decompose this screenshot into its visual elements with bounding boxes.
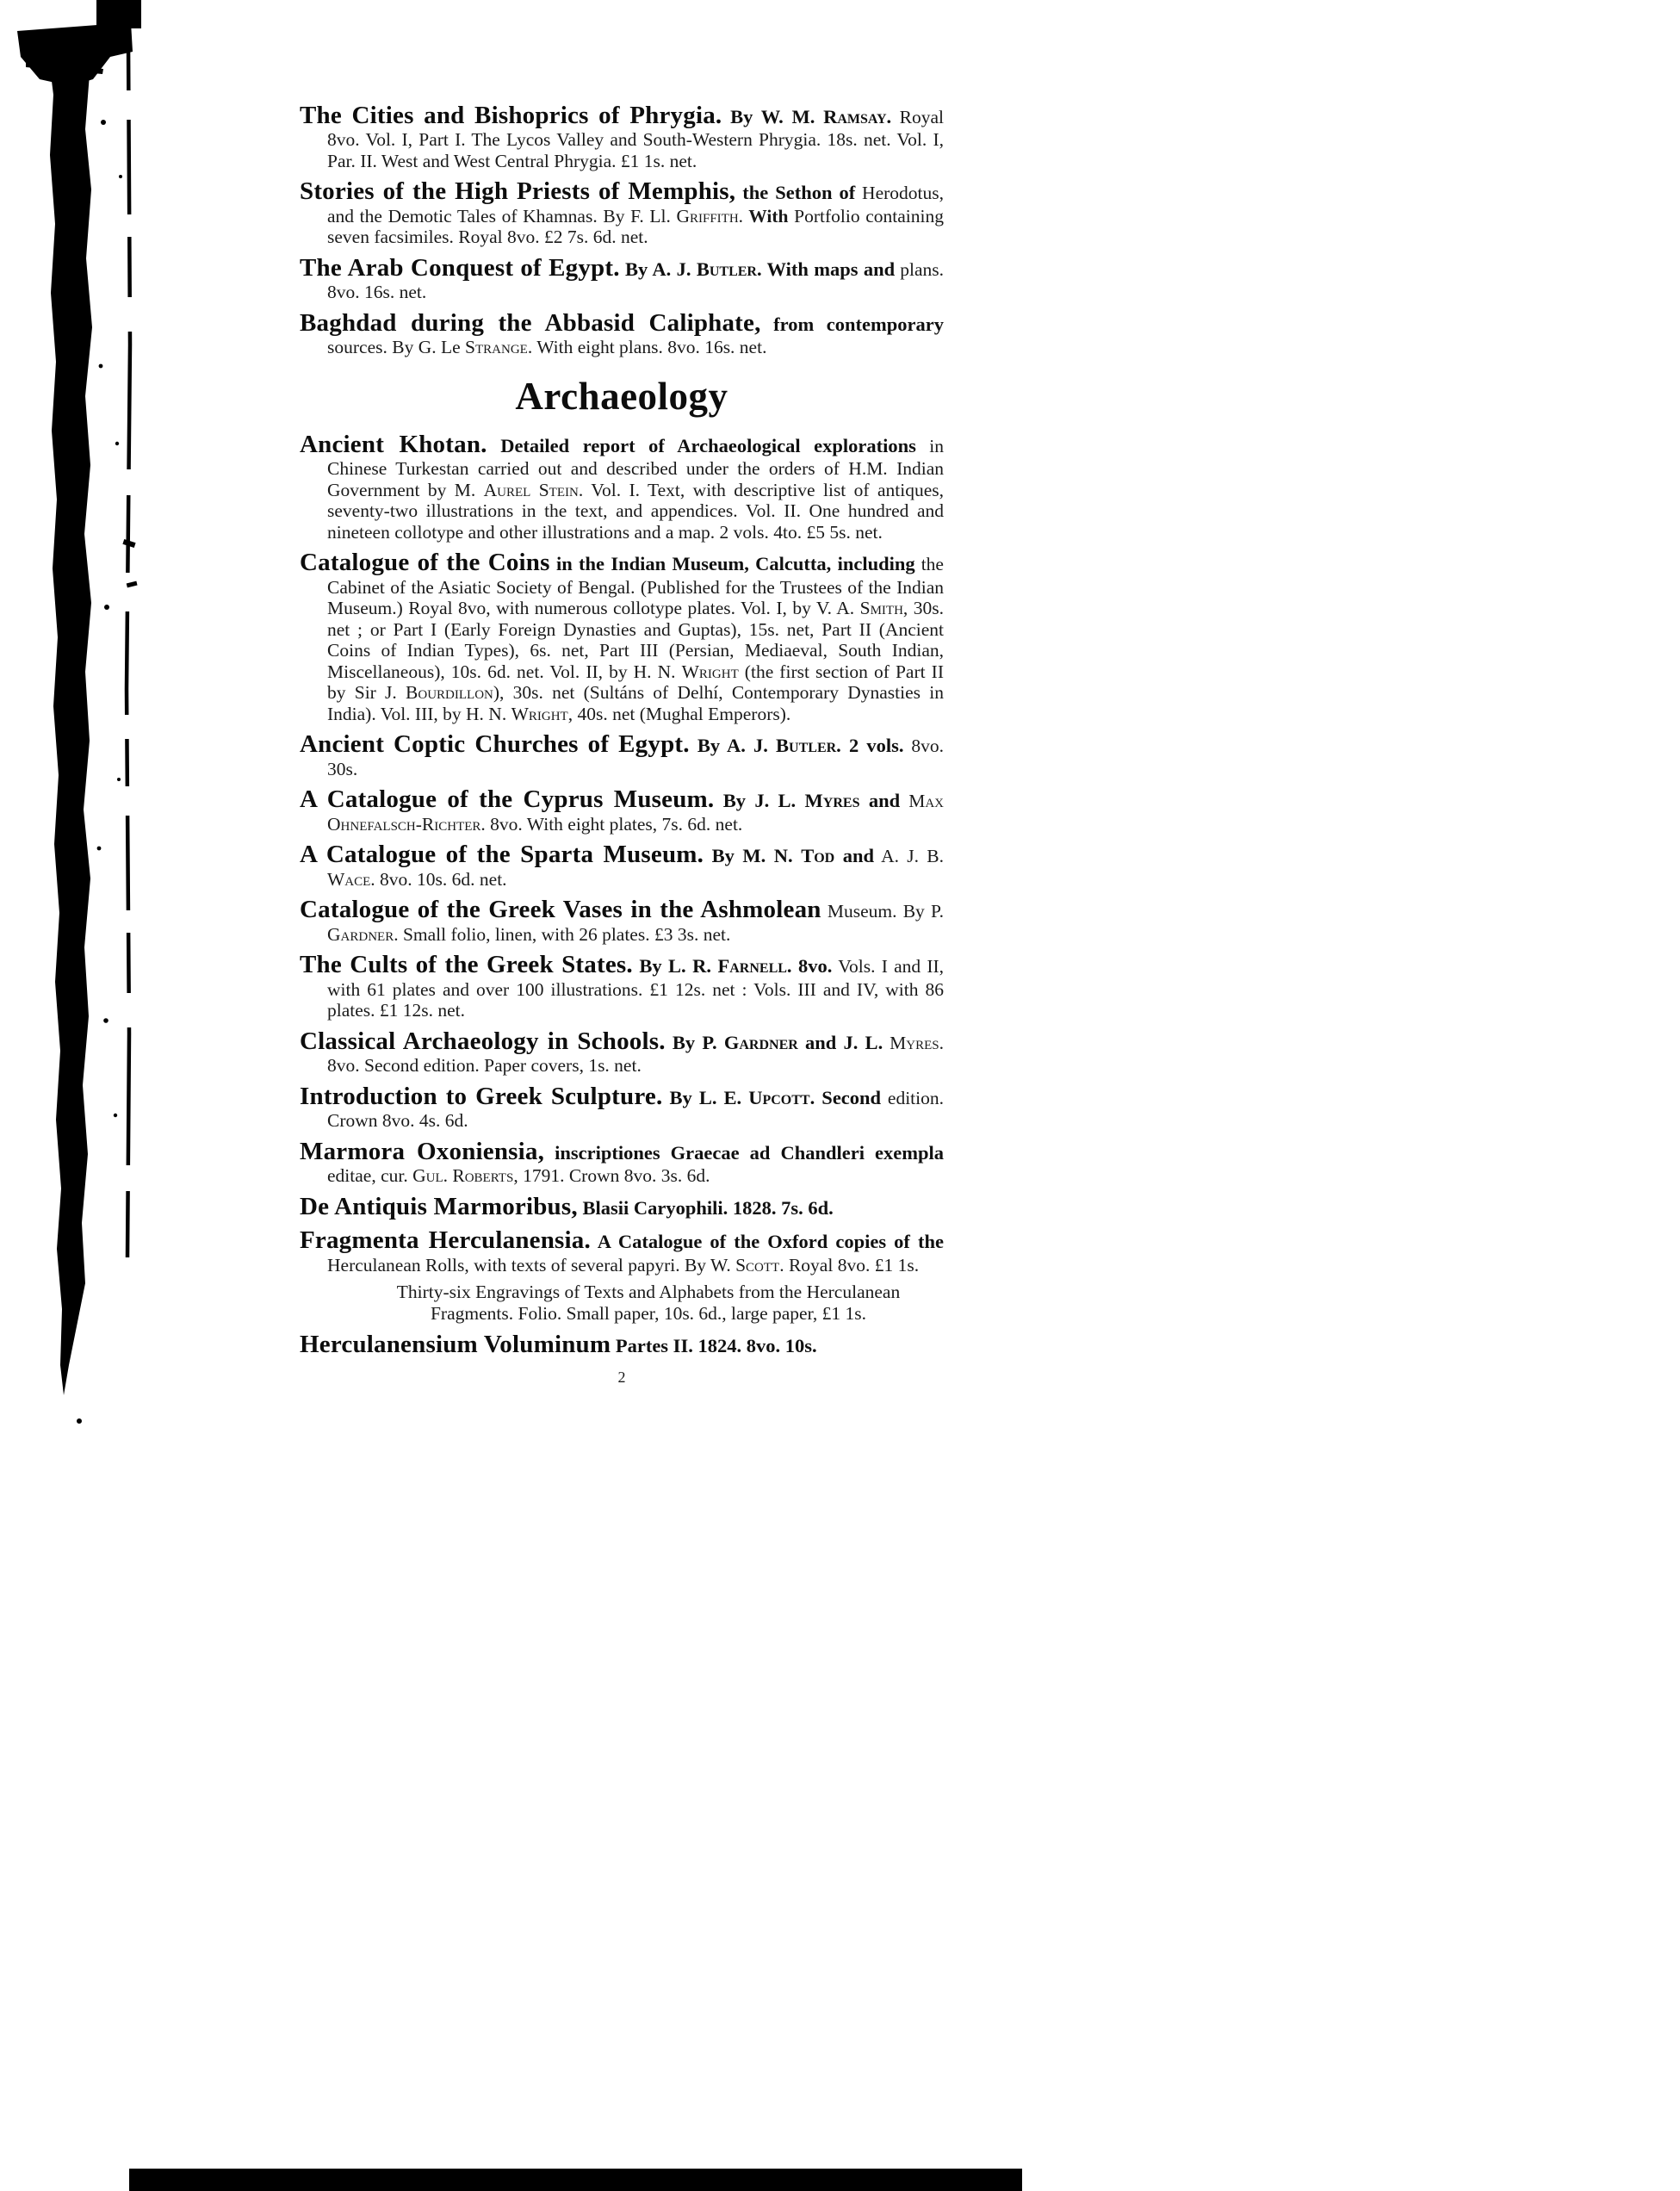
text-run: Vol. I. Text, with descriptive list of antiques, seventy-two illustrations in the text, and appendices. Vol. II. One hundred and nineteen collotype and other illustrations and a map. 2 vols. 4to. £5 5s. net. xyxy=(327,479,944,543)
text-run: Fragmenta Herculanensia. xyxy=(300,1226,591,1255)
text-run: 8vo. Second edition. Paper covers, 1s. net. xyxy=(327,1055,642,1077)
text-run: 8vo. xyxy=(791,955,833,978)
text-run: Butler. xyxy=(776,735,841,757)
text-run: Farnell. xyxy=(717,955,792,978)
catalogue-entry xyxy=(300,177,944,247)
text-run: The Arab Conquest of Egypt. xyxy=(300,253,620,282)
catalogue-entry xyxy=(300,549,944,724)
text-run: By M. N. xyxy=(704,845,802,867)
catalogue-entry xyxy=(300,1193,944,1220)
text-run: Max Ohnefalsch-Richter. xyxy=(327,791,944,835)
text-run: (the first section of Part II by Sir J. xyxy=(327,661,944,704)
text-run: With eight plans. 8vo. 16s. net. xyxy=(532,337,767,358)
text-run: Gardner. xyxy=(327,923,399,945)
text-run: With xyxy=(743,205,789,227)
catalogue-entries-top xyxy=(300,102,944,358)
text-run: Catalogue of the Greek Vases in the Ashmolean xyxy=(300,896,821,924)
text-run: De Antiquis Marmoribus, xyxy=(300,1192,578,1220)
text-run: Classical Archaeology in Schools. xyxy=(300,1027,666,1055)
text-run: Wace. xyxy=(327,868,375,890)
text-run: Herculanensium Voluminum xyxy=(300,1331,611,1358)
text-run: ), 30s. net (Sultáns of Delhí, Contemporary Dynasties in India). Vol. III, by H. N. xyxy=(327,682,944,724)
page-number: 2 xyxy=(617,1369,626,1387)
text-run: Ramsay. xyxy=(823,106,892,127)
catalogue-entry xyxy=(300,102,944,171)
text-run: By A. J. xyxy=(619,258,697,280)
text-run: Tod xyxy=(801,845,835,867)
text-run: Myres xyxy=(804,790,860,812)
catalogue-entry xyxy=(300,1083,944,1132)
text-run: from contemporary xyxy=(760,313,945,335)
text-run: The Cults of the Greek States. xyxy=(300,951,633,979)
text-run: inscriptiones Graecae ad Chandleri exempla xyxy=(544,1141,944,1164)
text-run: Ancient Coptic Churches of Egypt. xyxy=(300,730,690,759)
text-run: Smith, xyxy=(859,598,908,619)
text-run: 1791. Crown 8vo. 3s. 6d. xyxy=(518,1165,710,1187)
text-run: Herodotus, and the Demotic Tales of Khamnas. By F. Ll. xyxy=(327,183,944,227)
text-run: in Chinese Turkestan carried out and described under the orders of H.M. Indian Government by M. xyxy=(327,435,944,500)
text-run: Blasii Caryophili. 1828. 7s. 6d. xyxy=(577,1196,834,1219)
text-run: in the Indian Museum, Calcutta, including xyxy=(549,553,915,575)
text-run: Thirty-six Engravings of Texts and Alphabets from the Herculanean Fragments. Folio. Small paper, 10s. 6d., large paper, £1 1s. xyxy=(396,1282,901,1324)
text-run: Wright xyxy=(681,661,739,682)
text-run: A Catalogue of the Sparta Museum. xyxy=(300,841,704,869)
text-run: Second xyxy=(815,1086,882,1108)
text-run: Aurel Stein. xyxy=(483,479,584,500)
text-run: Bourdillon xyxy=(406,682,493,704)
text-run: 40s. net (Mughal Emperors). xyxy=(573,703,791,724)
catalogue-entry xyxy=(300,951,944,1021)
text-run: 8vo. 10s. 6d. net. xyxy=(375,868,507,890)
text-run: Strange. xyxy=(465,337,533,358)
text-run: Museum. By P. xyxy=(821,901,944,922)
catalogue-entry xyxy=(300,431,944,543)
text-run: 2 vols. xyxy=(840,735,904,757)
text-run: 30s. net ; or Part I (Early Foreign Dynasties and Guptas), 15s. net, Part II (Ancient Coins of Indian Types), 6s. net, Part III (Persian, Mediaeval, South Indian, Miscellaneous), 10s. 6d. net. Vol. II, by H. N. xyxy=(327,598,944,682)
text-run: The Cities and Bishoprics of Phrygia. xyxy=(300,102,722,129)
text-run: Herculanean Rolls, with texts of several papyri. By W. xyxy=(327,1254,736,1275)
text-run: 8vo. With eight plates, 7s. 6d. net. xyxy=(485,813,743,835)
catalogue-entry xyxy=(300,1331,944,1358)
text-run: Ancient Khotan. xyxy=(300,430,487,458)
catalogue-entry xyxy=(300,841,944,890)
text-run: Upcott. xyxy=(748,1086,815,1108)
catalogue-entry xyxy=(300,896,944,945)
text-run: A Catalogue of the Cyprus Museum. xyxy=(300,785,715,814)
text-run: the Cabinet of the Asiatic Society of Bengal. (Published for the Trustees of the Indian Museum.) Royal 8vo, with numerous collotype plates. Vol. I, by V. A. xyxy=(327,554,944,619)
text-run: A. J. B. xyxy=(874,846,944,867)
catalogue-note xyxy=(300,1282,944,1325)
text-run: editae, cur. xyxy=(327,1165,413,1187)
text-run: By A. J. xyxy=(689,735,777,757)
text-run: sources. By G. Le xyxy=(327,337,466,358)
text-run: Scott. xyxy=(735,1254,784,1275)
text-run: edition. Crown 8vo. 4s. 6d. xyxy=(327,1087,944,1132)
text-run: Myres. xyxy=(883,1032,944,1053)
catalogue-entry xyxy=(300,1226,944,1275)
scan-artifact-gutter-streak xyxy=(127,43,130,1257)
text-run: With maps and xyxy=(761,258,896,280)
text-run: Gul. Roberts, xyxy=(412,1165,518,1187)
catalogue-entry xyxy=(300,785,944,835)
text-run: Catalogue of the Coins xyxy=(300,549,550,577)
text-run: 8vo. 30s. xyxy=(327,736,944,779)
text-run: Stories of the High Priests of Memphis, xyxy=(300,177,736,206)
scan-artifact-speckles xyxy=(77,120,138,1424)
text-run: plans. 8vo. 16s. net. xyxy=(327,258,945,303)
text-run: Marmora Oxoniensia, xyxy=(300,1137,545,1165)
text-run: By L. E. xyxy=(662,1086,749,1108)
text-run: By J. L. xyxy=(714,790,805,812)
text-run: Royal 8vo. Vol. I, Part I. The Lycos Valley and South-Western Phrygia. 18s. net. Vol. I, Par. II. West and West Central Phrygia. £1 1s. net. xyxy=(327,107,945,171)
text-run: Partes II. 1824. 8vo. 10s. xyxy=(611,1335,817,1356)
text-run: Detailed report of Archaeological explorations xyxy=(487,434,916,456)
text-run: Portfolio containing seven facsimiles. Royal 8vo. £2 7s. 6d. net. xyxy=(327,205,945,248)
catalogue-entry xyxy=(300,309,944,358)
text-run: and J. L. xyxy=(797,1031,883,1053)
text-run: and xyxy=(834,845,874,867)
text-run: By P. xyxy=(665,1031,724,1053)
section-heading: Archaeology xyxy=(515,374,728,418)
catalogue-entries-bottom xyxy=(300,431,944,1359)
text-run: Wright, xyxy=(511,703,573,724)
scan-artifact-top-blotch xyxy=(17,22,133,86)
catalogue-entry xyxy=(300,254,944,303)
catalogue-entry xyxy=(300,730,944,779)
catalogue-entry xyxy=(300,1138,944,1187)
content-column xyxy=(300,102,944,1387)
catalogue-entry xyxy=(300,1027,944,1077)
text-run: and xyxy=(859,790,901,812)
text-run: Small folio, linen, with 26 plates. £3 3s. net. xyxy=(398,923,731,945)
text-run: Griffith. xyxy=(676,205,744,227)
text-run: By W. M. xyxy=(722,106,824,127)
scan-artifact-binding-band xyxy=(50,64,92,1395)
text-run: Gardner xyxy=(723,1031,798,1053)
text-run: By L. R. xyxy=(632,955,718,978)
text-run: Butler. xyxy=(696,258,762,280)
scan-artifact-top-corner xyxy=(96,0,141,28)
text-run: Royal 8vo. £1 1s. xyxy=(784,1254,920,1275)
text-run: Vols. I and II, with 61 plates and over 100 illustrations. £1 12s. net : Vols. III and IV, with 86 plates. £1 12s. net. xyxy=(327,956,945,1021)
scan-artifact-bottom-bar xyxy=(129,2169,1022,2191)
text-run: Introduction to Greek Sculpture. xyxy=(300,1082,663,1110)
text-run: A Catalogue of the Oxford copies of the xyxy=(590,1231,944,1253)
text-run: the Sethon of xyxy=(735,182,856,204)
text-run: Baghdad during the Abbasid Caliphate, xyxy=(300,308,761,337)
